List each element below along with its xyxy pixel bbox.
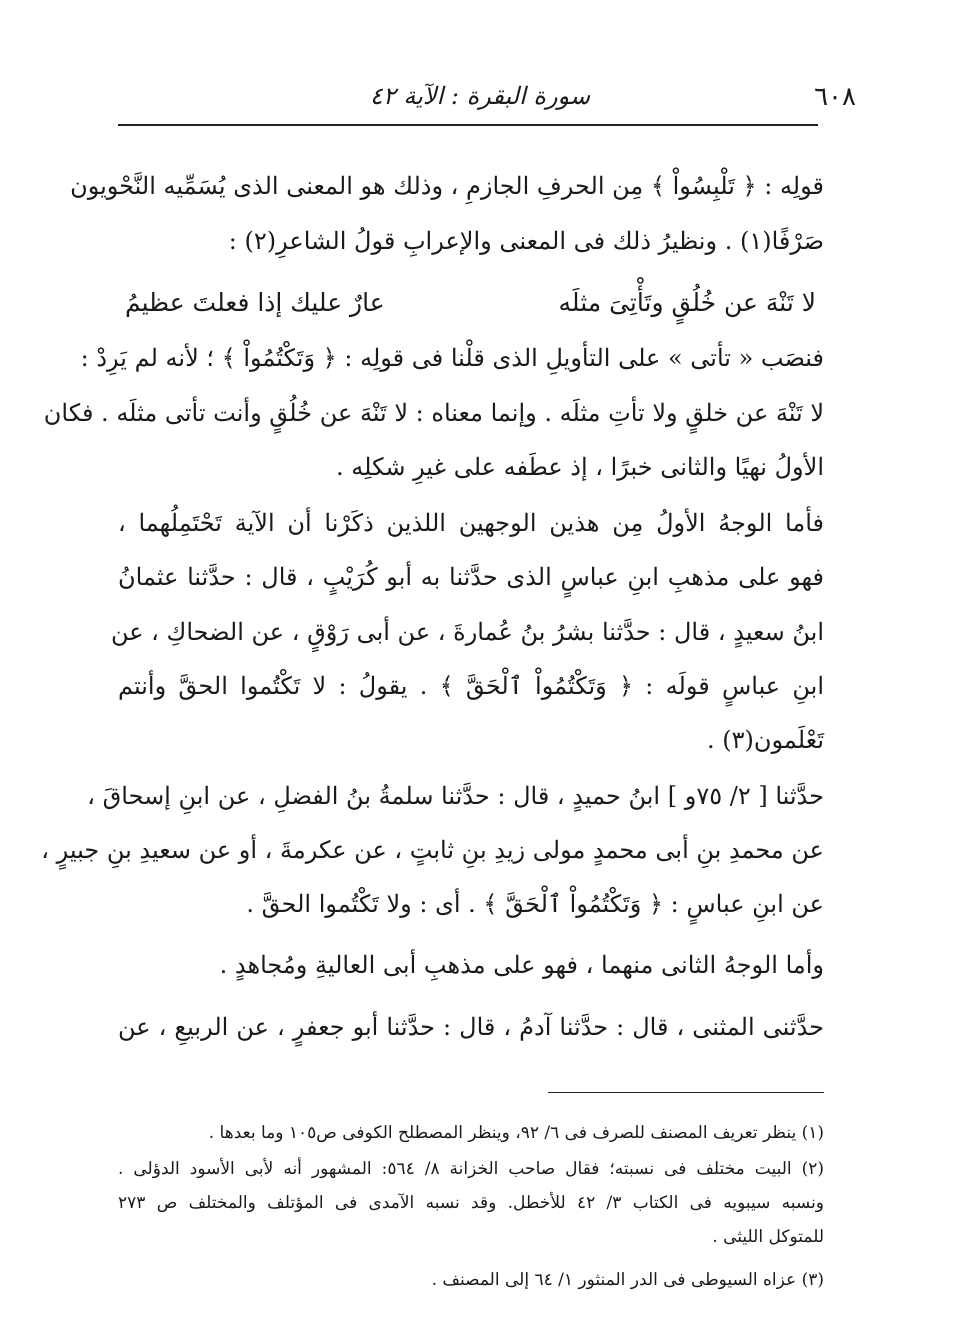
text-line: حدَّثنا [ ٢/ ٧٥و ] ابنُ حميدٍ ، قال : حدَّثنا سلمةُ بنُ الفضلِ ، عن ابنِ إسحاقَ ، [87, 782, 824, 810]
text-line: عن ابنِ عباسٍ : ﴿ وَتَكْتُمُواْ ٱلْحَقَّ ﴾ . أى : ولا تَكْتُموا الحقَّ . [246, 890, 824, 918]
text-line: عن محمدِ بنِ أبى محمدٍ مولى زيدِ بنِ ثابتٍ ، عن عكرمةَ ، أو عن سعيدِ بنِ جبيرٍ ، [41, 836, 824, 864]
footnote-line: (٣) عزاه السيوطى فى الدر المنثور ١/ ٦٤ إلى المصنف . [431, 1270, 824, 1290]
footnote-line: (١) ينظر تعريف المصنف للصرف فى ٦/ ٩٢، وينظر المصطلح الكوفى ص١٠٥ وما بعدها . [208, 1123, 824, 1143]
footnote-line: للمتوكل الليثى . [712, 1227, 824, 1247]
footnote-rule [548, 1092, 824, 1093]
text-line: تَعْلَمون(٣) . [707, 726, 824, 754]
footnote-line: (٢) البيت مختلف فى نسبته؛ فقال صاحب الخزانة ٨/ ٥٦٤: المشهور أنه لأبى الأسود الدؤلى . [118, 1159, 824, 1179]
text-line: الأولُ نهيًا والثانى خبرًا ، إذ عطَفه على غيرِ شكلِه . [336, 453, 824, 481]
text-line: فنصَب « تأتى » على التأويلِ الذى قلْنا فى قولِه : ﴿ وَتَكْتُمُواْ ﴾ ؛ لأنه لم يَرِدْ : [80, 344, 824, 372]
text-line: وأما الوجهُ الثانى منهما ، فهو على مذهبِ أبى العاليةِ ومُجاهدٍ . [219, 951, 824, 979]
text-line: صَرْفًا(١) . ونظيرُ ذلك فى المعنى والإعرابِ قولُ الشاعرِ(٢) : [228, 227, 824, 255]
verse-right-hemistich: لا تَنْهَ عن خُلُقٍ وتَأْتِىَ مثلَه [558, 288, 816, 317]
verse-left-hemistich: عارٌ عليك إذا فعلتَ عظيمُ [125, 288, 385, 317]
page-number: ٦٠٨ [814, 82, 856, 112]
text-line: لا تَنْهَ عن خلقٍ ولا تأتِ مثلَه . وإنما معناه : لا تَنْهَ عن خُلُقٍ وأنت تأتى مثلَه . فكان [43, 399, 824, 427]
footnote-line: ونسبه سيبويه فى الكتاب ٣/ ٤٢ للأخطل. وقد نسبه الآمدى فى المؤتلف والمختلف ص ٢٧٣ [118, 1193, 825, 1213]
text-line: ابنُ سعيدٍ ، قال : حدَّثنا بشرُ بنُ عُمارةَ ، عن أبى رَوْقٍ ، عن الضحاكِ ، عن [110, 618, 824, 646]
text-line: فهو على مذهبِ ابنِ عباسٍ الذى حدَّثنا به أبو كُرَيْبٍ ، قال : حدَّثنا عثمانُ [118, 563, 824, 591]
text-line: ابنِ عباسٍ قولَه : ﴿ وَتَكْتُمُواْ ٱلْحَقَّ ﴾ . يقولُ : لا تَكْتُموا الحقَّ وأنتم [118, 672, 824, 700]
text-line: فأما الوجهُ الأولُ مِن هذين الوجهين اللذين ذكَرْنا أن الآية تَحْتَمِلُهما ، [118, 509, 824, 537]
text-line: حدَّثنى المثنى ، قال : حدَّثنا آدمُ ، قال : حدَّثنا أبو جعفرٍ ، عن الربيعِ ، عن [118, 1013, 824, 1041]
running-title: سورة البقرة : الآية ٤٢ [369, 82, 591, 110]
header-rule [118, 124, 818, 126]
text-line: قولِه : ﴿ تَلْبِسُواْ ﴾ مِن الحرفِ الجازمِ ، وذلك هو المعنى الذى يُسَمِّيه النَّحْويون [70, 172, 824, 200]
